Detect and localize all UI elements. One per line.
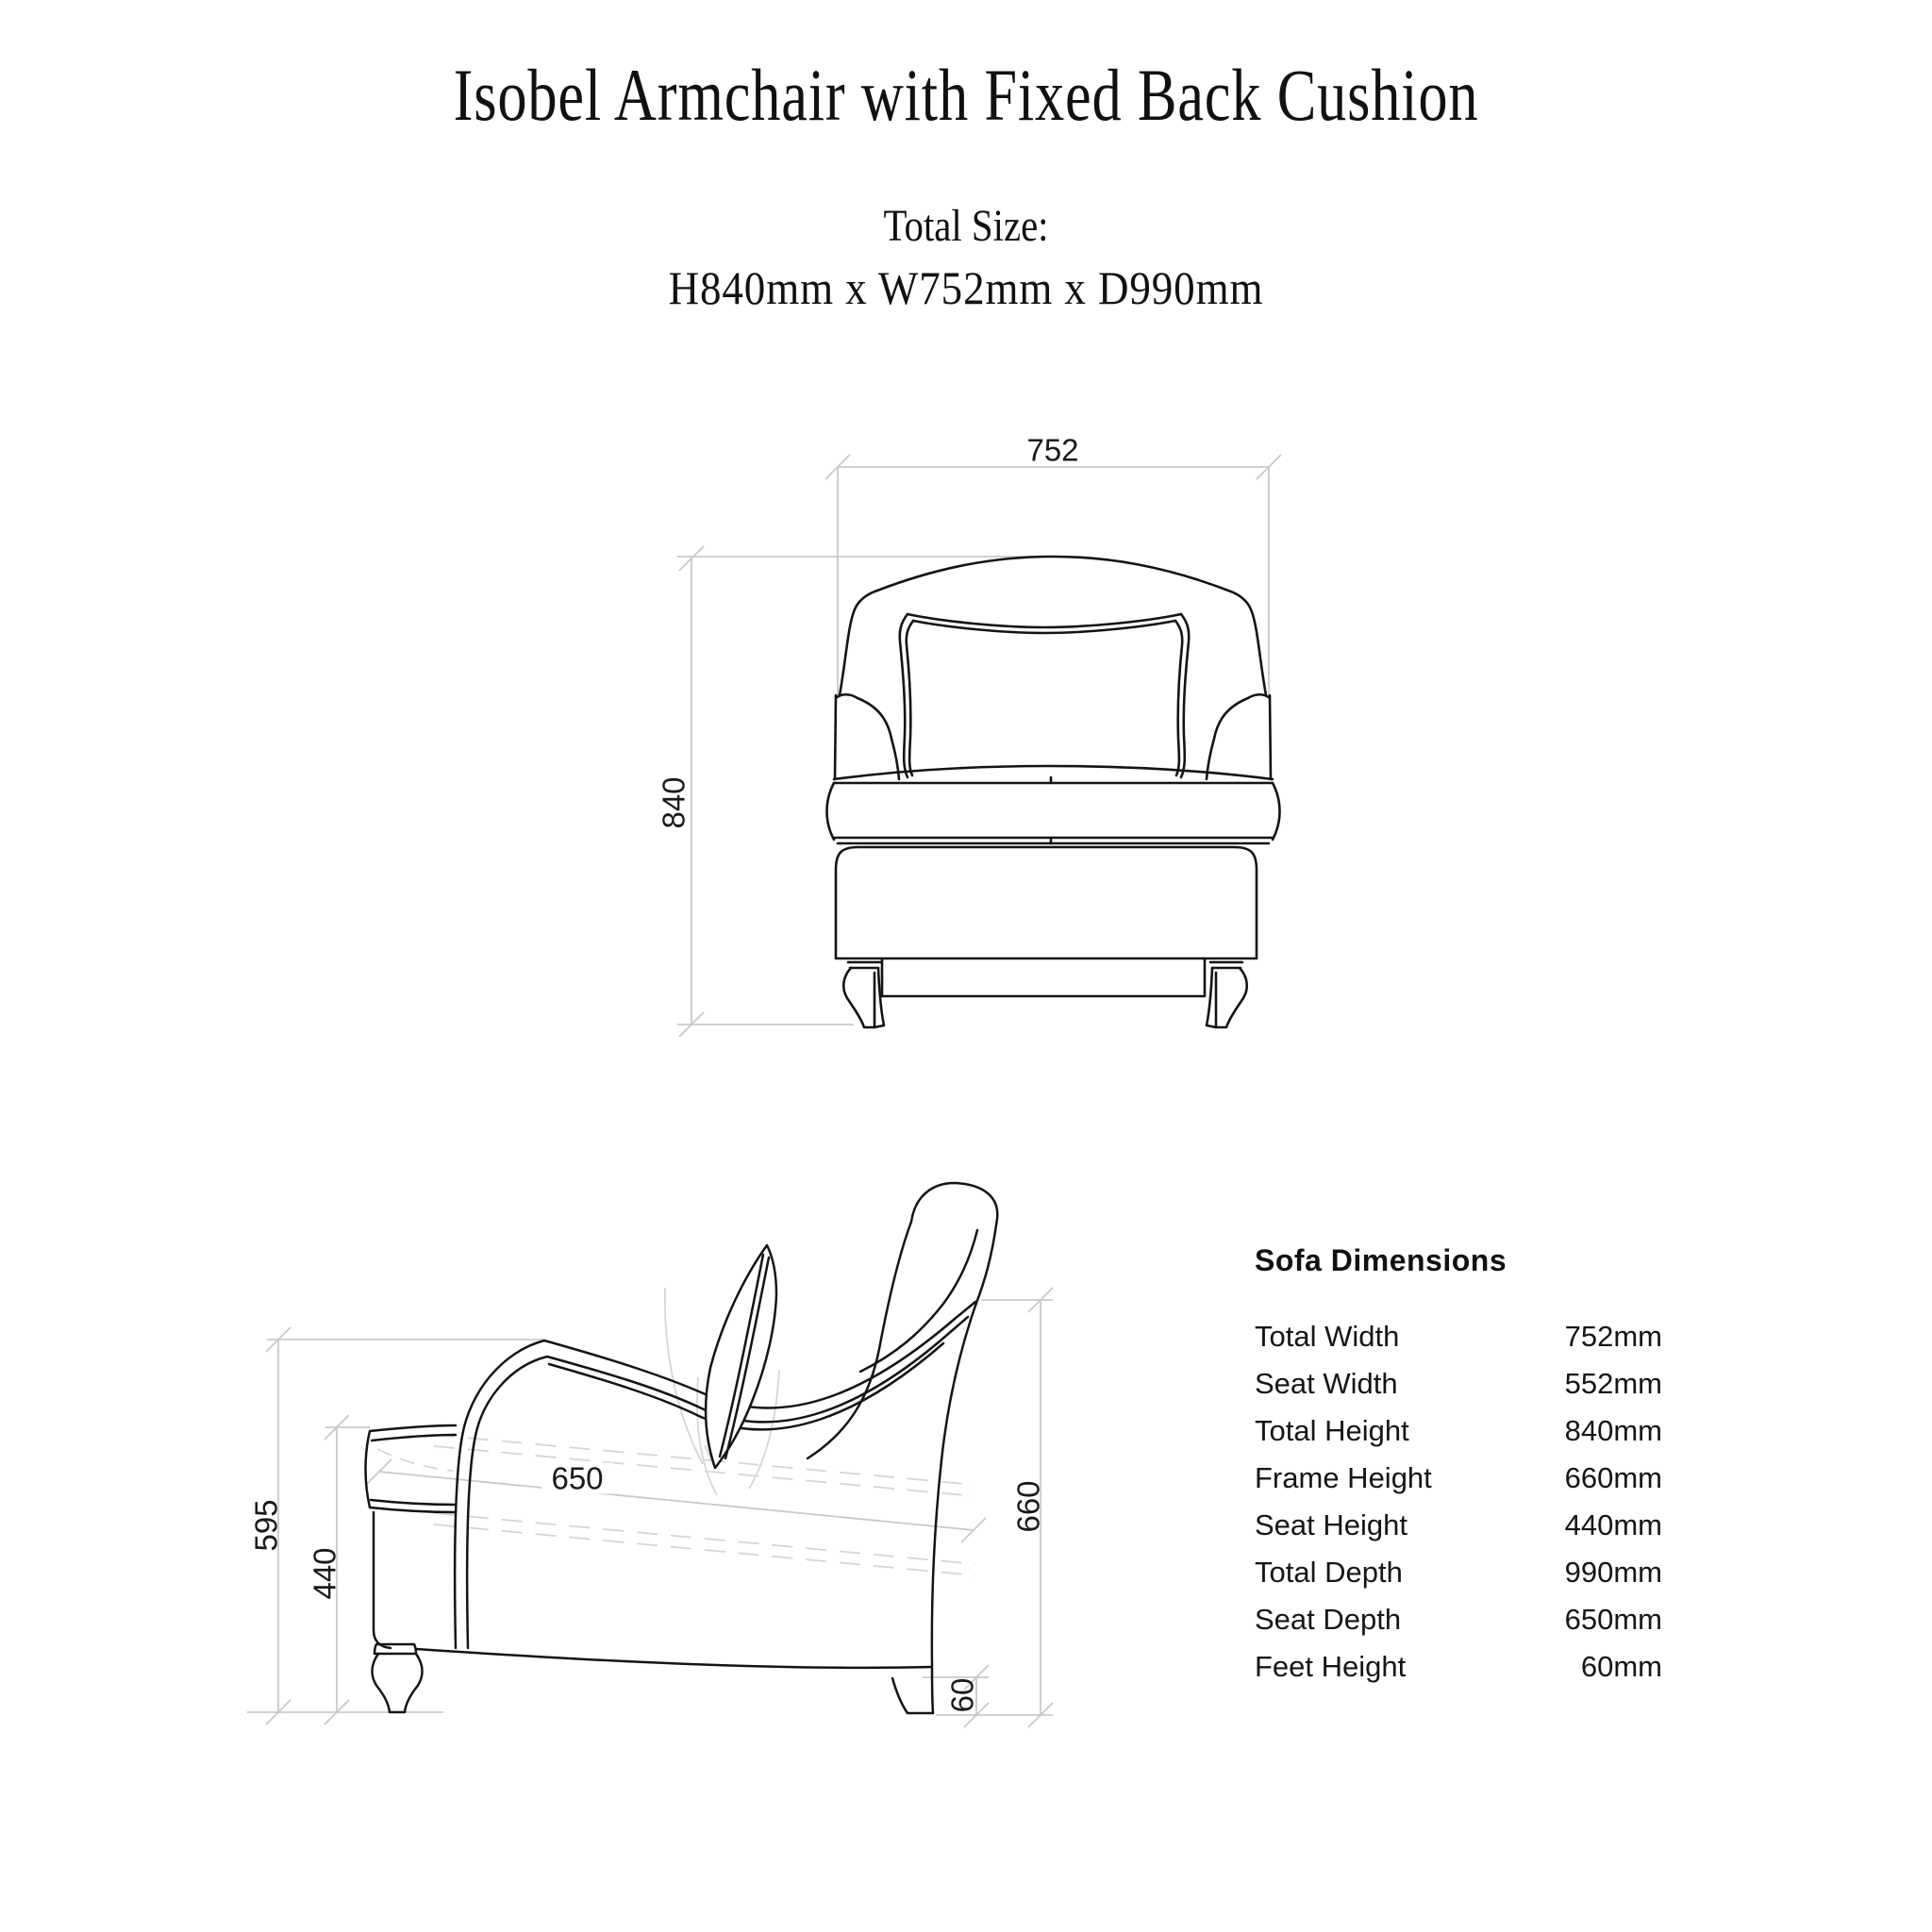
front-view-drawing [641, 415, 1340, 1075]
row-label: Feet Height [1255, 1650, 1407, 1683]
dimensions-table [1255, 1243, 1662, 1697]
row-value: 650mm [1564, 1603, 1662, 1636]
table-row [1255, 1650, 1662, 1697]
row-value: 552mm [1564, 1367, 1662, 1400]
table-row [1255, 1367, 1662, 1414]
row-label: Total Width [1255, 1320, 1400, 1353]
table-row [1255, 1320, 1662, 1367]
table-row [1255, 1414, 1662, 1461]
row-label: Frame Height [1255, 1461, 1432, 1494]
row-value: 990mm [1564, 1556, 1662, 1589]
row-label: Total Depth [1255, 1556, 1403, 1589]
front-view-chair-outline [827, 557, 1280, 1027]
front-width-dim-label: 752 [1026, 432, 1079, 468]
side-back-height-dim-label: 595 [248, 1499, 284, 1552]
total-size-value: H840mm x W752mm x D990mm [668, 261, 1264, 314]
front-height-dim-label: 840 [656, 776, 691, 829]
table-row [1255, 1461, 1662, 1508]
row-label: Seat Width [1255, 1367, 1398, 1400]
side-view-chair-outline [366, 1183, 998, 1713]
row-value: 840mm [1564, 1414, 1662, 1447]
row-value: 660mm [1564, 1461, 1662, 1494]
table-row [1255, 1508, 1662, 1556]
front-view-dimension-lines [677, 455, 1281, 1037]
side-frame-height-dim-label: 660 [1010, 1480, 1046, 1533]
row-value: 60mm [1580, 1650, 1662, 1683]
row-label: Seat Depth [1255, 1603, 1402, 1636]
side-view-drawing [217, 1160, 1085, 1764]
row-label: Total Height [1255, 1414, 1409, 1447]
total-size-label: Total Size: [883, 201, 1049, 251]
side-feet-height-dim-label: 60 [944, 1677, 980, 1713]
dimensions-table-title: Sofa Dimensions [1255, 1243, 1507, 1277]
row-value: 440mm [1564, 1508, 1662, 1541]
table-row [1255, 1556, 1662, 1603]
side-seat-depth-dim-label: 650 [541, 1463, 612, 1494]
page-title: Isobel Armchair with Fixed Back Cushion [453, 54, 1479, 136]
dimensions-table-rows [1255, 1320, 1662, 1697]
row-value: 752mm [1564, 1320, 1662, 1353]
row-label: Seat Height [1255, 1508, 1407, 1541]
table-row [1255, 1603, 1662, 1650]
side-seat-height-dim-label: 440 [307, 1547, 342, 1600]
